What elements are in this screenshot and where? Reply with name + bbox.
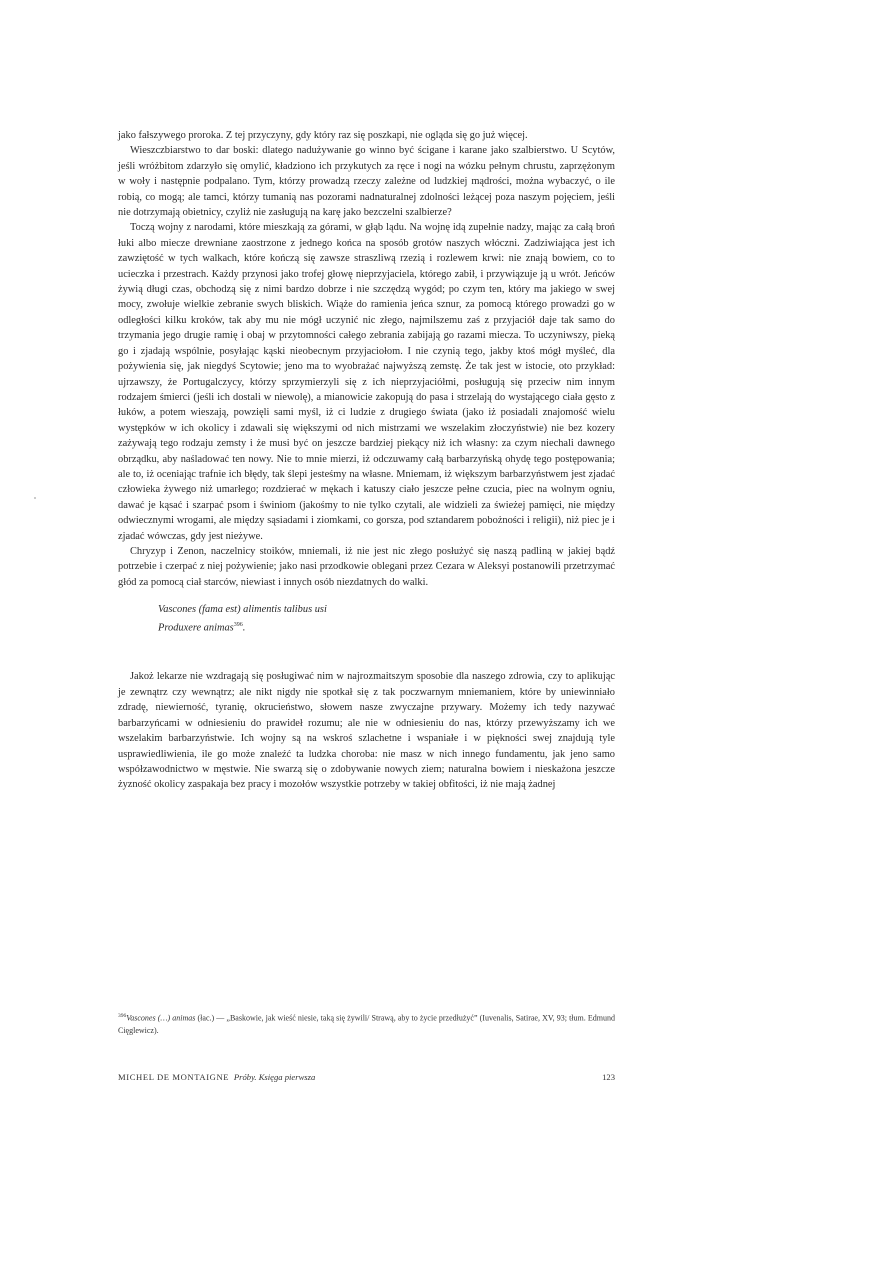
page-footer [118, 1072, 615, 1082]
paragraph-3: Toczą wojny z narodami, które mieszkają za górami, w głąb lądu. Na wojnę idą zupełnie nadzy, mając za całą broń łuki albo miecze drewniane zaostrzone z jednego końca na sposób grotów naszych włóczni. Zadziwiająca jest ich zawziętość w tych walkach, które kończą się zawsze straszliwą rzezią i rozlewem krwi: nie znają bowiem, co to ucieczka i przestrach. Każdy przynosi jako trofej głowę nieprzyjaciela, którego zabił, i przywiązuje ją u wrót. Jeńców żywią długi czas, obchodzą się z nimi bardzo dobrze i nie szczędzą wygód; po czym ten, który ma jakiego w swej mocy, zwołuje wielkie zebranie swych bliskich. Wiąże do ramienia jeńca sznur, za pomocą którego prowadzi go w odległości kilku kroków, tak aby mu nie mógł uczynić nic złego, najmilszemu zaś z przyjaciół daje tak samo do trzymania jego drugie ramię i obaj w przytomności całego zebrania zabijają go razami miecza. To uczyniwszy, pieką go i zjadają wspólnie, posyłając kąski nieobecnym przyjaciołom. I nie czynią tego, jakby ktoś mógł myśleć, dla pożywienia się, jak niegdyś Scytowie; jeno ma to wyobrażać najwyższą zemstę. Że tak jest w istocie, oto przykład: ujrzawszy, że Portugalczycy, którzy sprzymierzyli się z ich nieprzyjaciółmi, posługują się przeciw nim innym rodzajem śmierci (jeśli ich dostali w niewolę), a mianowicie zakopują do pasa i strzelają do wystającego ciała gęsto z łuków, a potem wieszają, powzięli sami myśl, iż ci ludzie z drugiego świata (jako iż posiadali znajomość wielu występków w ich okolicy i zdawali się większymi od nich mistrzami we wszelakim złoczyństwie) nie bez kozery zażywają tego rodzaju zemsty i że musi być on jeszcze bardziej piekący niż ich własny: za czym niechali dawnego obrządku, aby naśladować ten nowy. Nie to mnie mierzi, iż odczuwamy całą barbarzyńską ohydę tego postępowania; ale to, iż oceniając trafnie ich błędy, tak ślepi jesteśmy na własne. Mniemam, iż większym barbarzyństwem jest zjadać człowieka żywego niż umarłego; rozdzierać w mękach i katuszy ciało jeszcze pełne czucia, piec na wolnym ogniu, dawać je kąsać i szarpać psom i świniom (jakośmy to nie tylko czytali, ale widzieli za świeżej pamięci, nie między odwiecznymi wrogami, ale między sąsiadami i ziomkami, co gorsza, pod sztandarem pobożności i religii), niż piec je i zjadać wówczas, gdy jest nieżywe. [118, 222, 615, 542]
footnote [118, 1010, 615, 1037]
footer-author: MICHEL DE MONTAIGNE [118, 1072, 230, 1082]
footnote-reference: 396 [233, 621, 243, 628]
page-body [118, 128, 615, 793]
paragraph-2: Wieszczbiarstwo to dar boski: dlatego nadużywanie go winno być ścigane i karane jako szalbierstwo. U Scytów, jeśli wróżbitom zdarzyło się omylić, kładziono ich przykutych za ręce i nogi na wózku pełnym chrustu, zaprzężonym w woły i następnie podpalano. Tym, którzy prowadzą rzeczy zależne od ludzkiej mądrości, można wybaczyć, o ile robią, co mogą; ale tamci, którzy tumanią nas pozorami nadnaturalnej zdolności leżącej poza naszym pojęciem, jeśli nie dotrzymają obietnicy, czyliż nie zasługują na karę jako bezczelni szalbierze? [118, 145, 615, 219]
quote-line-2: Produxere animas$^{396}$. [158, 621, 246, 634]
paragraph-1: jako fałszywego proroka. Z tej przyczyny, gdy który raz się poszkapi, nie ogląda się go już więcej. [118, 130, 528, 141]
footer-book-title: Próby. Księga pierwsza [233, 1072, 316, 1082]
scan-speck [34, 497, 36, 499]
footnote-number: 396 [118, 1013, 127, 1019]
footnote-text: (łac.) — „Baskowie, jak wieść niesie, taką się żywili/ Strawą, aby to życie przedłużyć” (Iuvenalis, Satirae, XV, 93; tłum. Edmund Cięglewicz). [118, 1013, 615, 1036]
footnote-term: Vascones (…) animas [126, 1013, 196, 1023]
paragraph-4: Chryzyp i Zenon, naczelnicy stoików, mniemali, iż nie jest nic złego posłużyć się naszą padliną w jakiej bądź potrzebie i czerpać z niej pożywienie; jako nasi przodkowie oblegani przez Cezara w Aleksyi postanowili przetrzymać głód za pomocą ciał starców, niewiast i innych osób niezdatnych do walki. [118, 545, 615, 588]
paragraph-5: Jakoż lekarze nie wzdragają się posługiwać nim w najrozmaitszym sposobie dla naszego zdrowia, czy to aplikując je zewnątrz czy wewnątrz; ale nikt nigdy nie spotkał się z tak poczwarnym mniemaniem, które by uniewinniało zdradę, niewierność, tyranię, okrucieństwo, słowem nasze zwyczajne przywary. Możemy ich tedy nazywać barbarzyńcami w odniesieniu do prawideł rozumu; ale nie w odniesieniu do nas, którzy przewyższamy ich we wszelakim barbarzyństwie. Ich wojny są na wskroś szlachetne i wspaniałe i w piękności swej znajdują tyle usprawiedliwienia, ile go może znaleźć ta ludzka choroba: nie masz w nich innego fundamentu, jak jeno samo współzawodnictwo w męstwie. Nie swarzą się o zdobywanie nowych ziem; naturalna bowiem i nieskażona jeszcze żyzność okolicy zaspakaja bez pracy i mozołów wszystkie potrzeby w takiej obfitości, iż nie mają żadnej [118, 671, 615, 791]
page-number: 123 [602, 1072, 615, 1082]
latin-quote [158, 602, 615, 635]
quote-line-1: Vascones (fama est) alimentis talibus usi [158, 604, 327, 616]
